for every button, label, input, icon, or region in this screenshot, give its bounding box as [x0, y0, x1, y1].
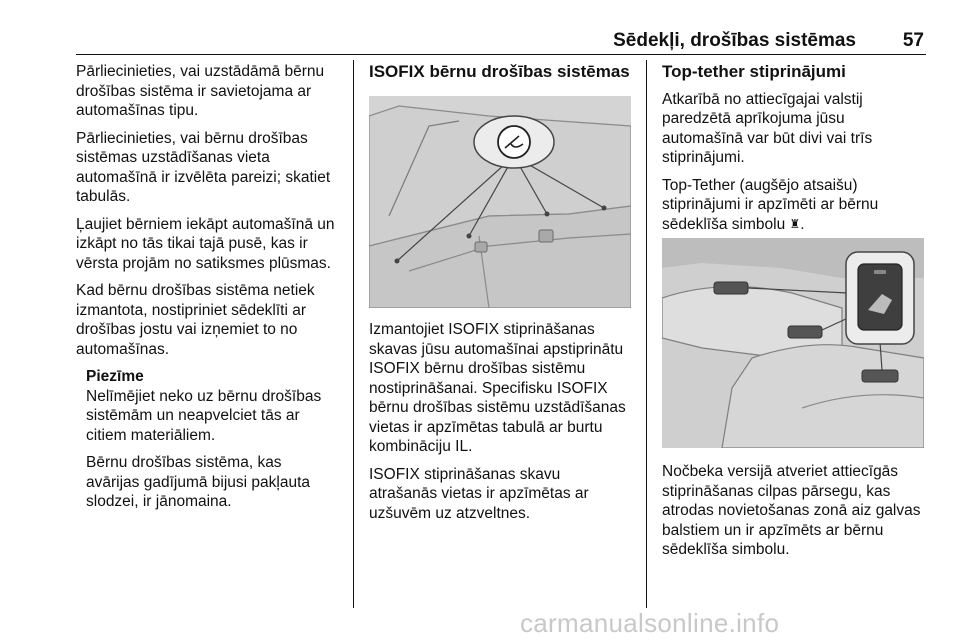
section-heading: ISOFIX bērnu drošības sistēmas [369, 62, 630, 81]
paragraph: Ļaujiet bērniem iekāpt automašīnā un izkāpt no tās tikai tajā pusē, kas ir vērsta projām no satiksmes plūsmas. [76, 215, 335, 272]
column-right [662, 62, 932, 242]
paragraph-end: . [800, 215, 805, 233]
paragraph: ISOFIX stiprināšanas skavu atrašanās vietas ir apzīmētas ar uzšuvēm uz atzveltnes. [369, 465, 589, 522]
column-divider-1 [353, 60, 354, 608]
paragraph [662, 176, 932, 235]
watermark: carmanualsonline.info [520, 608, 780, 638]
column-right-body [662, 462, 937, 568]
column-divider-2 [646, 60, 647, 608]
isofix-seat-illustration [369, 96, 631, 308]
note-paragraph: Bērnu drošības sistēma, kas avārijas gadījumā bijusi pakļauta slodzei, ir jānomaina. [86, 454, 311, 510]
paragraph: Kad bērnu drošības sistēma netiek izmantota, nostipriniet sēdeklīti ar drošības jostu vai izņemiet to no automašīnas. [76, 282, 315, 358]
paragraph-text: Top-Tether (augšējo atsaišu) stiprinājumi ir apzīmēti ar bērnu sēdeklīša simbolu [662, 176, 879, 233]
note-box [76, 367, 351, 512]
isofix-symbol-icon [498, 126, 530, 158]
section-heading: Top-tether stiprinājumi [662, 62, 846, 81]
header-rule [76, 54, 926, 55]
page-number: 57 [902, 30, 924, 51]
paragraph: Nočbeka versijā atveriet attiecīgās stiprināšanas cilpas pārsegu, kas atrodas novietošanas zonā aiz galvas balstiem un ir apzīmēts ar bērnu sēdeklīša simbolu. [662, 463, 921, 558]
note-title: Piezīme [86, 368, 144, 385]
paragraph: Atkarībā no attiecīgajai valstij paredzētā aprīkojuma jūsu automašīnā var būt divi vai trīs stiprinājumi. [662, 90, 873, 166]
note-paragraph: Nelīmējiet neko uz bērnu drošības sistēmām un neapvelciet tās ar citiem materiāliem. [86, 387, 322, 444]
paragraph: Pārliecinieties, vai bērnu drošības sistēmas uzstādīšanas vieta automašīnā ir izvēlēta pareizi; skatiet tabulās. [76, 129, 331, 205]
column-left [76, 62, 351, 520]
paragraph: Izmantojiet ISOFIX stiprināšanas skavas jūsu automašīnai apstiprinātu ISOFIX bērnu drošības sistēmu nostiprināšanai. Specifisku ISOFIX bērnu drošības sistēmu uzstādīšanas vietas ir apzīmētas tabulā ar burtu kombināciju IL. [369, 321, 626, 455]
top-tether-figure [662, 238, 924, 448]
top-tether-illustration [662, 238, 924, 448]
paragraph: Pārliecinieties, vai uzstādāmā bērnu drošības sistēma ir savietojama ar automašīnas tipu. [76, 63, 325, 119]
column-middle-body [369, 320, 644, 531]
column-middle [369, 62, 637, 90]
isofix-seat-figure [369, 96, 631, 308]
child-seat-icon: ♜ [789, 216, 801, 231]
header-title: Sēdekļi, drošības sistēmas [613, 30, 856, 51]
page-header [76, 28, 926, 54]
